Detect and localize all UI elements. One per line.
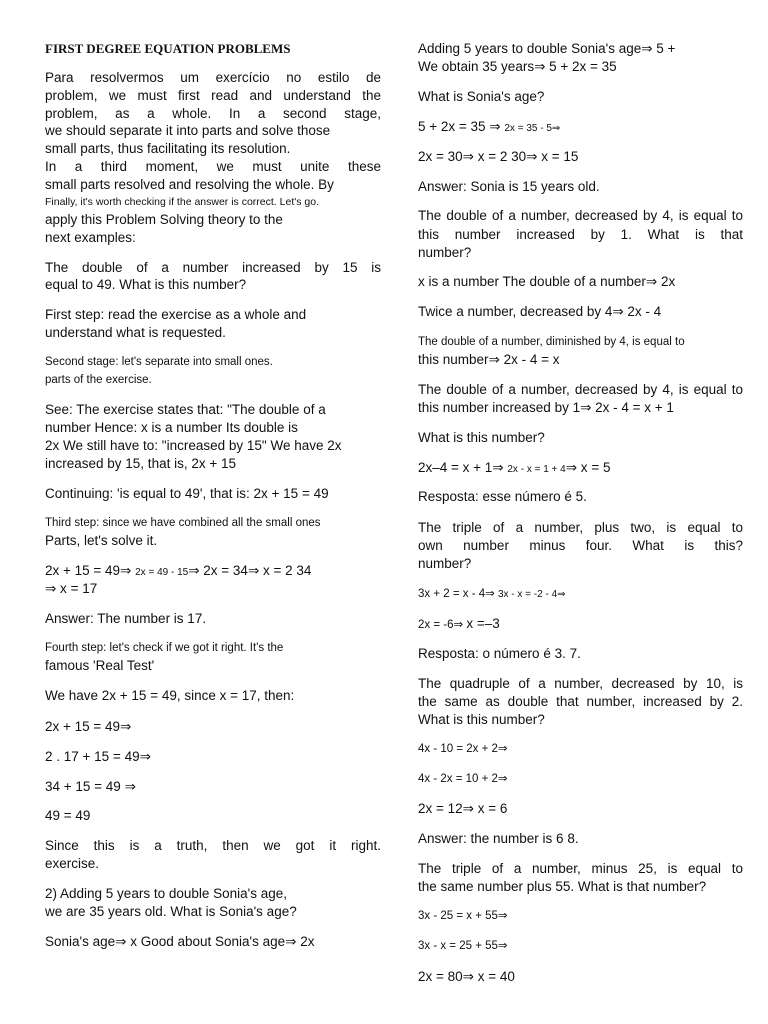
- text-line: 3x - 25 = x + 55⇒: [418, 910, 508, 922]
- text-line: 2 . 17 + 15 = 49⇒: [45, 749, 151, 764]
- text-line: next examples:: [45, 230, 136, 245]
- text-line: number?: [418, 245, 472, 260]
- equation-text: 2x + 15 = 49⇒: [45, 563, 136, 578]
- equation-step: 2x = 35 - 5⇒: [504, 123, 561, 134]
- text-line: 2) Adding 5 years to double Sonia's age,: [45, 886, 287, 901]
- text-line: Third step: since we have combined all the small ones: [45, 517, 321, 529]
- equation-step: 3x - x = -2 - 4⇒: [497, 589, 566, 600]
- text-line: In a third moment, we must unite these: [45, 159, 381, 174]
- text-line: [45, 563, 311, 581]
- text-line: [418, 119, 560, 137]
- text-line: famous 'Real Test': [45, 658, 155, 673]
- text-line: First step: read the exercise as a whole and: [45, 307, 307, 322]
- text-line: apply this Problem Solving theory to the: [45, 212, 283, 227]
- text-line: Continuing: 'is equal to 49', that is: 2x + 15 = 49: [45, 486, 329, 501]
- text-line: [418, 460, 610, 478]
- text-line: What is this number?: [418, 430, 545, 445]
- text-line: We have 2x + 15 = 49, since x = 17, then:: [45, 688, 295, 703]
- text-line: See: The exercise states that: "The double of a: [45, 402, 326, 417]
- text-line: 3x - x = 25 + 55⇒: [418, 940, 508, 952]
- text-line: exercise.: [45, 856, 100, 871]
- text-line: [418, 586, 566, 603]
- text-line: What is this number?: [418, 712, 545, 727]
- text-line: Para resolvermos um exercício no estilo de: [45, 70, 381, 85]
- text-line: x is a number The double of a number⇒ 2x: [418, 274, 676, 289]
- text-line: 2x We still have to: "increased by 15" We have 2x: [45, 438, 342, 453]
- text-line: Answer: The number is 17.: [45, 611, 207, 626]
- equation-text: 5 + 2x = 35 ⇒: [418, 119, 505, 134]
- equation-step: 2x = 49 - 15: [135, 567, 189, 578]
- text-line: Adding 5 years to double Sonia's age⇒ 5 +: [418, 41, 676, 56]
- text-line: The double of a number, decreased by 4, is equal to: [418, 382, 743, 397]
- text-line: we are 35 years old. What is Sonia's age?: [45, 904, 297, 919]
- equation-text: 2x–4 = x + 1⇒: [418, 460, 508, 475]
- text-line: The quadruple of a number, decreased by 10, is: [418, 676, 743, 691]
- text-line: Resposta: o número é 3. 7.: [418, 646, 581, 661]
- equation-result: x =–3: [466, 616, 500, 631]
- text-line: Parts, let's solve it.: [45, 533, 158, 548]
- text-line: the same number plus 55. What is that number?: [418, 879, 707, 894]
- text-line: 2x + 15 = 49⇒: [45, 719, 132, 734]
- text-line: Fourth step: let's check if we got it right. It's the: [45, 642, 284, 654]
- text-line: this number increased by 1⇒ 2x - 4 = x + 1: [418, 400, 674, 415]
- text-line: Finally, it's worth checking if the answer is correct. Let's go.: [45, 196, 320, 208]
- text-line: The triple of a number, plus two, is equal to: [418, 520, 743, 535]
- text-line: What is Sonia's age?: [418, 89, 545, 104]
- text-line: problem, as a whole. In a second stage,: [45, 106, 381, 121]
- text-line: Twice a number, decreased by 4⇒ 2x - 4: [418, 304, 662, 319]
- text-line: We obtain 35 years⇒ 5 + 2x = 35: [418, 59, 617, 74]
- text-line: this number⇒ 2x - 4 = x: [418, 352, 560, 367]
- text-line: number Hence: x is a number Its double is: [45, 420, 298, 435]
- text-line: Resposta: esse número é 5.: [418, 489, 587, 504]
- text-line: we should separate it into parts and solve those: [45, 123, 331, 138]
- equation-result: ⇒ x = 5: [565, 460, 611, 475]
- equation-text: 2x = -6⇒: [418, 619, 467, 631]
- text-line: 4x - 10 = 2x + 2⇒: [418, 743, 508, 755]
- text-line: 2x = 80⇒ x = 40: [418, 969, 515, 984]
- text-line: increased by 15, that is, 2x + 15: [45, 456, 236, 471]
- text-line: the same as double that number, increased by 2.: [418, 694, 743, 709]
- text-line: small parts resolved and resolving the whole. By: [45, 177, 334, 192]
- equation-text: 3x + 2 = x - 4⇒: [418, 588, 498, 600]
- text-line: parts of the exercise.: [45, 374, 152, 386]
- text-line: The double of a number increased by 15 is: [45, 260, 381, 275]
- equation-result: ⇒ 2x = 34⇒ x = 2 34: [188, 563, 312, 578]
- text-line: Answer: the number is 6 8.: [418, 831, 579, 846]
- text-line: number?: [418, 556, 472, 571]
- text-line: equal to 49. What is this number?: [45, 277, 247, 292]
- text-line: own number minus four. What is this?: [418, 538, 743, 553]
- text-line: problem, we must first read and understand the: [45, 88, 381, 103]
- text-line: 2x = 12⇒ x = 6: [418, 801, 508, 816]
- text-line: The triple of a number, minus 25, is equal to: [418, 861, 743, 876]
- text-line: 34 + 15 = 49 ⇒: [45, 779, 136, 794]
- text-line: [418, 616, 500, 633]
- text-line: Since this is a truth, then we got it right.: [45, 838, 381, 853]
- text-line: Second stage: let's separate into small ones.: [45, 356, 273, 368]
- text-line: Answer: Sonia is 15 years old.: [418, 179, 600, 194]
- text-line: small parts, thus facilitating its resolution.: [45, 141, 291, 156]
- text-line: this number increased by 1. What is that: [418, 227, 743, 242]
- text-line: The double of a number, diminished by 4, is equal to: [418, 336, 685, 348]
- text-line: understand what is requested.: [45, 325, 226, 340]
- text-line: 4x - 2x = 10 + 2⇒: [418, 773, 508, 785]
- text-line: Sonia's age⇒ x Good about Sonia's age⇒ 2x: [45, 934, 315, 949]
- text-line: 2x = 30⇒ x = 2 30⇒ x = 15: [418, 149, 579, 164]
- text-line: The double of a number, decreased by 4, is equal to: [418, 208, 743, 223]
- equation-step: 2x - x = 1 + 4: [507, 464, 566, 475]
- page-title: FIRST DEGREE EQUATION PROBLEMS: [45, 41, 291, 56]
- text-line: 49 = 49: [45, 808, 91, 823]
- text-line: ⇒ x = 17: [45, 581, 98, 596]
